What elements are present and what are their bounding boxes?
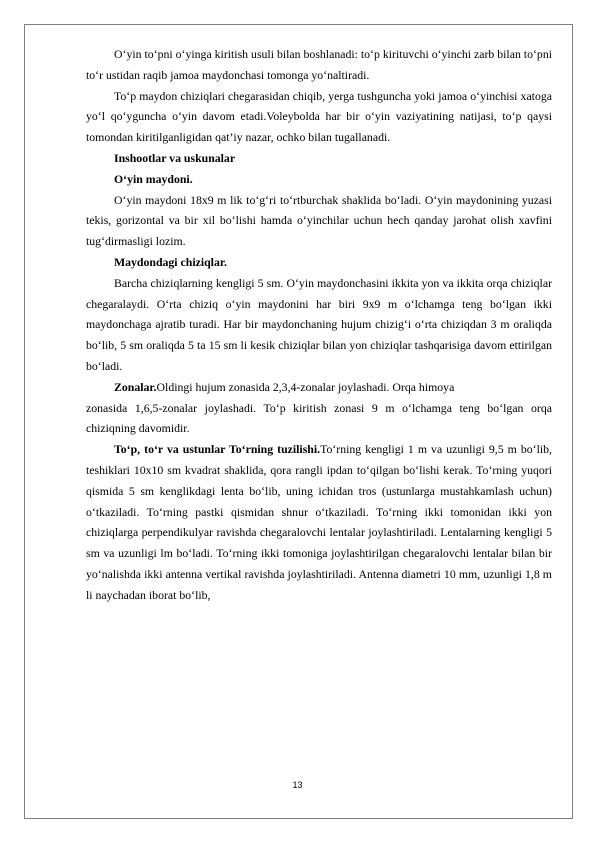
zones-lead: Zonalar. — [114, 379, 157, 394]
heading-playing-court: O‘yin maydoni. — [114, 171, 193, 186]
paragraph-zones-rest: zonasida 1,6,5-zonalar joylashadi. To‘p kiritish zonasi 9 m o‘lchamga teng bo‘lgan orqa chiziqning davomidir. — [86, 400, 552, 436]
paragraph-serve: O‘yin to‘pni o‘yinga kiritish usuli bilan boshlanadi: to‘p kirituvchi o‘yinchi zarb bilan to‘pni to‘r ustidan raqib jamoa maydonchasi tomonga yo‘naltiradi. — [86, 47, 552, 82]
net-lead: To‘p, to‘r va ustunlar To‘rning tuzilishi. — [114, 442, 321, 457]
heading-facilities: Inshootlar va uskunalar — [114, 150, 236, 165]
page-number: 13 — [292, 780, 303, 790]
paragraph-zones-first-line — [86, 377, 552, 398]
paragraph-court: O‘yin maydoni 18x9 m lik to‘g‘ri to‘rtburchak shaklida bo‘ladi. O‘yin maydonining yuzasi tekis, gorizontal va bir xil bo‘lishi hamda o‘yinchilar uchun hech qanday jarohat olish xavfini tug‘dirmasligi lozim. — [86, 192, 552, 249]
zones-line-1: Oldingi hujum zonasida 2,3,4-zonalar joylashadi. Orqa himoya — [156, 379, 455, 394]
paragraph-lines: Barcha chiziqlarning kengligi 5 sm. O‘yin maydonchasini ikkita yon va ikkita orqa chiziqlar chegaralaydi. O‘rta chiziq o‘yin maydonini har biri 9x9 m o‘lchamga teng bo‘lgan ikki maydonchaga ajratib turadi. Har bir maydonchaning hujum chizig‘i o‘rta chiziqdan 3 m oraliqda bo‘lib, 5 sm oraliqda 5 ta 15 sm li kesik chiziqlar bilan yon chiziqlar tashqarisiga davom ettirilgan bo‘ladi. — [86, 275, 552, 373]
net-text: To‘rning kengligi 1 m va uzunligi 9,5 m bo‘lib, teshiklari 10x10 sm kvadrat shaklida, qora rangli ipdan to‘qilgan bo‘lishi kerak. To‘rning yuqori qismida 5 sm kenglikdagi lenta bo‘lib, uning ichidan tros (ustunlarga mustahkamlash uchun) o‘tkaziladi. To‘rning pastki qismidan shnur o‘tkaziladi. To‘rning ikki tomonidan ikki yon chiziqlarga perpendikulyar ravishda chegaralovchi lentalar joylashtiriladi. Lentalarning kengligi 5 sm va uzunligi lm bo‘ladi. To‘rning ikki tomoniga joylashtirilgan chegaralovchi lentalar bilan bir yo‘nalishda ikki antenna vertikal ravishda joylashtiriladi. Antenna diametri 10 mm, uzunligi 1,8 m li naychadan iborat bo‘lib, — [86, 442, 552, 602]
document-body — [86, 44, 552, 606]
paragraph-rally: To‘p maydon chiziqlari chegarasidan chiqib, yerga tushguncha yoki jamoa o‘yinchisi xatoga yo‘l qo‘yguncha o‘yin davom etadi.Voleybolda har bir o‘yin vaziyatining natijasi, to‘p qaysi tomondan kiritilganligidan qat’iy nazar, ochko bilan tugallanadi. — [86, 88, 552, 145]
paragraph-net — [86, 439, 552, 605]
heading-court-lines: Maydondagi chiziqlar. — [114, 254, 227, 269]
